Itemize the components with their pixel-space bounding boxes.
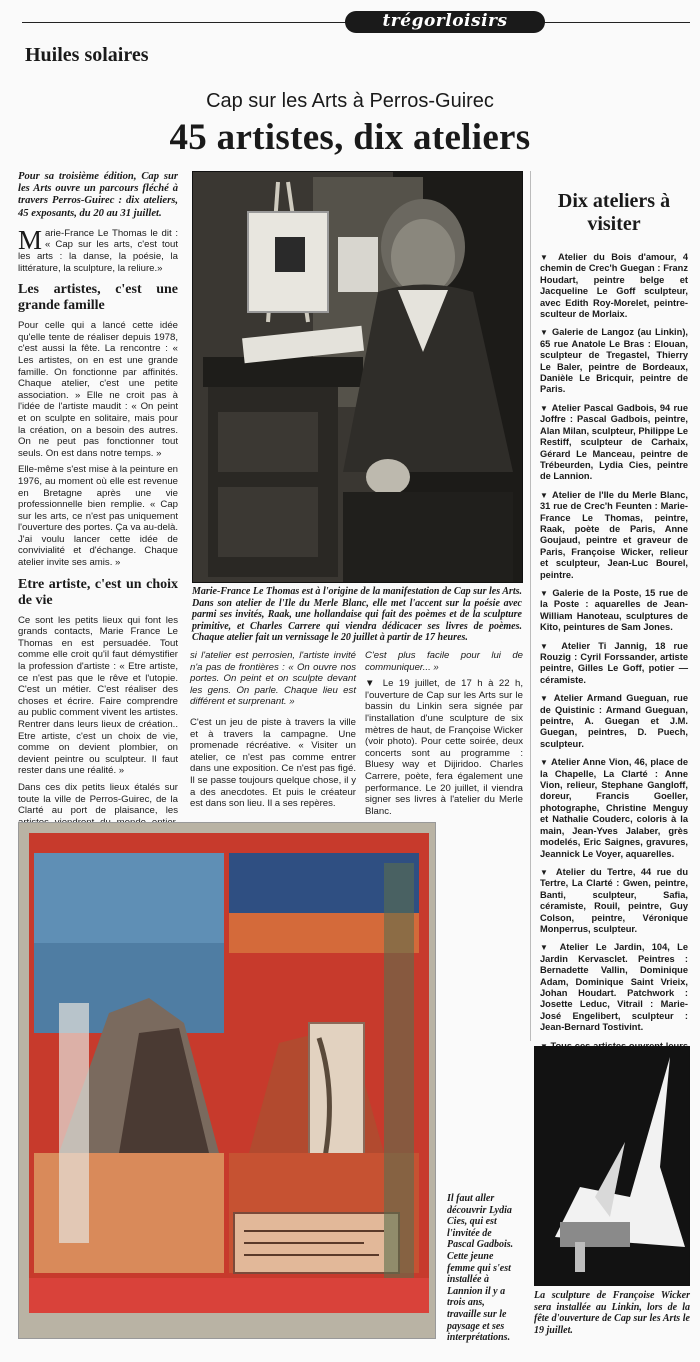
article-kicker: Cap sur les Arts à Perros-Guirec	[206, 90, 494, 112]
atelier-entry	[540, 641, 688, 687]
atelier-text: Atelier Anne Vion, 46, place de la Chapelle, La Clarté : Anne Vion, relieur, Stephane Gangloff, doreur, Francis Goeller, photographe, Christine Menguy et Nathalie Couderc, coloris à la main, Jean-Yves Jalaber, grès modelés, Eric Saignes, gravures, Jeannick Le Voyer, aquarelles.	[540, 757, 688, 859]
article-column-3	[365, 650, 523, 822]
atelier-text: Atelier Armand Gueguan, rue de Quistinic : Armand Gueguan, peintre, A. Guegan et J.M. Guegan, peintres, D. Puech, sculpteur.	[540, 693, 688, 749]
bullet-triangle-icon: ▼	[540, 943, 560, 953]
painting-illustration	[19, 823, 435, 1338]
bullet-triangle-icon: ▼	[540, 867, 556, 877]
masthead-logo: trégorloisirs	[345, 11, 545, 33]
atelier-text: Atelier Le Jardin, 104, Le Jardin Kervasclet. Peintres : Bernadette Vallin, Dominique Adam, Dominique Saint Vrieix, Johan Houdart. Patchwork : Josette Leduc, Vitrail : Marie-José Engelibert, sculpteur : Jean-Bernard Tostivint.	[540, 942, 688, 1033]
article-headline: 45 artistes, dix ateliers	[169, 117, 531, 158]
bullet-triangle-icon: ▼	[540, 758, 551, 768]
atelier-entry	[540, 588, 688, 634]
section-title: Huiles solaires	[25, 44, 149, 66]
atelier-text: Atelier du Bois d'amour, 4 chemin de Crec'h Guegan : Franz Houdart, peintre belge et Jacqueline Le Goff sculpteur, avec Edith Roy-Morelet, peintre-sculteur de Morlaix.	[540, 252, 688, 320]
intro-text: arie-France Le Thomas le dit : « Cap sur les arts, c'est tout les arts : la danse, la poésie, la littérature, la sculpture, la reliure.»	[18, 227, 178, 274]
sidebar-divider	[530, 171, 531, 1041]
atelier-text: Galerie de Langoz (au Linkin), 65 rue Anatole Le Bras : Elouan, sculpteur de Tregastel, Thierry Le Baler, peintre de Bordeaux, Danièle Le Bricquir, peintre de Paris.	[540, 327, 688, 395]
atelier-entry	[540, 942, 688, 1033]
sculpture-illustration	[535, 1047, 689, 1285]
bullet-triangle-icon: ▼	[540, 694, 554, 704]
col3-paragraph-2: ▼ Le 19 juillet, de 17 h à 22 h, l'ouverture de Cap sur les Arts sur le bassin du Linkin sera signée par l'installation d'une sculpture de six mètres de haut, de Françoise Wicker (voir photo). Pour cette soirée, deux concerts sont au programme : Bluesy way et Dijiridoo. Charles Carrere, poète, fera également une performance. Le 20 juillet, il viendra signer ses livres à l'atelier du Merle Blanc.	[365, 678, 523, 817]
atelier-text: Galerie de la Poste, 15 rue de la Poste : aquarelles de Jean-William Hanoteau, sculptures de Kito, peintures de Sam Jones.	[540, 587, 689, 633]
col2-paragraph-2: C'est un jeu de piste à travers la ville et à travers la campagne. Une promenade récréative. « Visiter un atelier, ce n'est pas comme entrer dans une exposition. Ce n'est pas figé. Il se passe toujours quelque chose, il y a des anecdotes. Et puis le créateur est dans son lieu. Il a ses repères.	[190, 716, 356, 810]
atelier-entry	[540, 327, 688, 395]
sculpture-photo	[534, 1046, 690, 1286]
paragraph-3: Ce sont les petits lieux qui font les grands contacts, Marie France Le Thomas en est persuadée. Tout comme elle croit qu'il faut démystifier la profession d'artiste : « Etre artiste, ce n'est pas que le rêve et l'utopie. C'est un métier. C'est réaliser des choses et écrire. Faire comprendre au public comment vivent les artistes. Rentrer dans leurs lieux de création.. Etre artiste, c'est un choix de vie, comme on devient plombier, on devient peintre ou sculpteur. Il faut rester dans une réalité. »	[18, 614, 178, 777]
painting-photo	[18, 822, 436, 1339]
atelier-entry	[540, 252, 688, 320]
atelier-text: Atelier Pascal Gadbois, 94 rue Joffre : Pascal Gadbois, peintre, Alan Milan, sculpteur, Philippe Le Restiff, sculpteur de Carhaix, Gérard Le Manceau, peintre de Trébeurden, Lydia Cies, peintre de Lannion.	[540, 402, 688, 482]
subheading-famille: Les artistes, c'est une grande famille	[18, 282, 178, 314]
atelier-entry	[540, 693, 688, 750]
paragraph-1: Pour celle qui a lancé cette idée qu'elle tente de réaliser depuis 1978, c'est aussi la fête. La rencontre : « Les artistes, on en est une grande famille. On fonctionne par affinités. Chaque atelier, c'est une petite association. » Elle ne croit pas à l'idée de l'artiste maudit : « On peint et on sculpte en solitaire, mais pour la création, on a besoin des autres. On ne peut pas fonctionner tout seuls. On est dans notre temps. »	[18, 320, 178, 459]
bullet-triangle-icon: ▼	[540, 490, 552, 500]
atelier-text: Atelier Ti Jannig, 18 rue Rouzig : Cyril Forssander, artiste peintre, Gilles Le Goff, potier — céramiste.	[540, 640, 688, 685]
bullet-triangle-icon: ▼	[540, 641, 562, 651]
subheading-choix-de-vie: Etre artiste, c'est un choix de vie	[18, 576, 178, 608]
atelier-entry	[540, 867, 688, 935]
bullet-triangle-icon: ▼	[540, 253, 558, 262]
intro-paragraph	[18, 224, 178, 274]
article-column-2	[190, 650, 356, 815]
col2-paragraph-1: si l'atelier est perrosien, l'artiste invité n'a pas de frontières : « On ouvre nos portes. On peint et on sculpte devant les gens. On parle. Chaque lieu est différent et surprenant. »	[190, 650, 356, 708]
atelier-text: Atelier de l'Ile du Merle Blanc, 31 rue de Crec'h Feunten : Marie-France Le Thomas, peintre, Raak, poète de Paris, Anne Goujaud, peintre et graveur de Paris, Françoise Wicker, relieur et sculpteur, Jean-Luc Bourel, peintre.	[540, 489, 689, 580]
atelier-entry	[540, 403, 688, 483]
sculpture-caption: La sculpture de Françoise Wicker sera installée au Linkin, lors de la fête d'ouverture de Cap sur les Arts le 19 juillet.	[534, 1290, 690, 1336]
paragraph-4: Dans ces dix petits lieux étalés sur toute la ville de Perros-Guirec, de la Clarté au port de plaisance, les	[18, 781, 178, 817]
atelier-entry	[540, 490, 688, 581]
atelier-entry	[540, 757, 688, 860]
bullet-triangle-icon: ▼	[540, 403, 552, 413]
bullet-triangle-icon: ▼	[540, 328, 553, 338]
atelier-list	[540, 252, 688, 1075]
portrait-caption: Marie-France Le Thomas est à l'origine de la manifestation de Cap sur les Arts. Dans son atelier de l'Ile du Merle Blanc, elle met l'accent sur la poésie avec parmi ses invités, Raak, une hollandaise qui fait des poèmes et de la sculpture primitive, et Charles Carrere qui viendra dédicacer ses livres de poèmes. Chaque atelier fait un vernissage le 20 juillet à partir de 17 heures.	[192, 586, 522, 644]
col3-paragraph-1: C'est plus facile pour lui de communiquer... »	[365, 650, 523, 673]
artist-portrait-photo	[192, 171, 523, 583]
article-column-1	[18, 171, 178, 845]
paragraph-2: Elle-même s'est mise à la peinture en 1976, au moment où elle est revenue en Bretagne après une vie professionnelle bien remplie. « Cap sur les arts, ce n'est pas uniquement l'ouverture des portes. Ça va au-delà. J'ai voulu lancer cette idée de convivialité et d'échange. Chaque atelier invite ses amis. »	[18, 464, 178, 569]
sidebar-ateliers	[540, 190, 688, 1082]
drop-cap: M	[18, 224, 43, 255]
sidebar-title: Dix ateliers à visiter	[557, 190, 671, 235]
atelier-text: Atelier du Tertre, 44 rue du Tertre, La Clarté : Gwen, peintre, Banti, sculpteur, Safia, céramiste, Rouil, peintre, Guy Colson, peintre, Véronique Monperrus, sculpteur.	[540, 866, 688, 934]
article-lead: Pour sa troisième édition, Cap sur les Arts ouvre un parcours fléché à travers Perros-Guirec : dix ateliers, 45 exposants, du 20 au 31 juillet.	[18, 171, 178, 219]
bullet-triangle-icon: ▼	[540, 588, 553, 598]
painting-caption: Il faut aller découvrir Lydia Cies, qui est l'invitée de Pascal Gadbois. Cette jeune femme qui s'est installée à Lannion il y a trois ans, travaille sur le paysage et ses interprétations.	[447, 1193, 514, 1344]
portrait-illustration	[193, 172, 522, 582]
